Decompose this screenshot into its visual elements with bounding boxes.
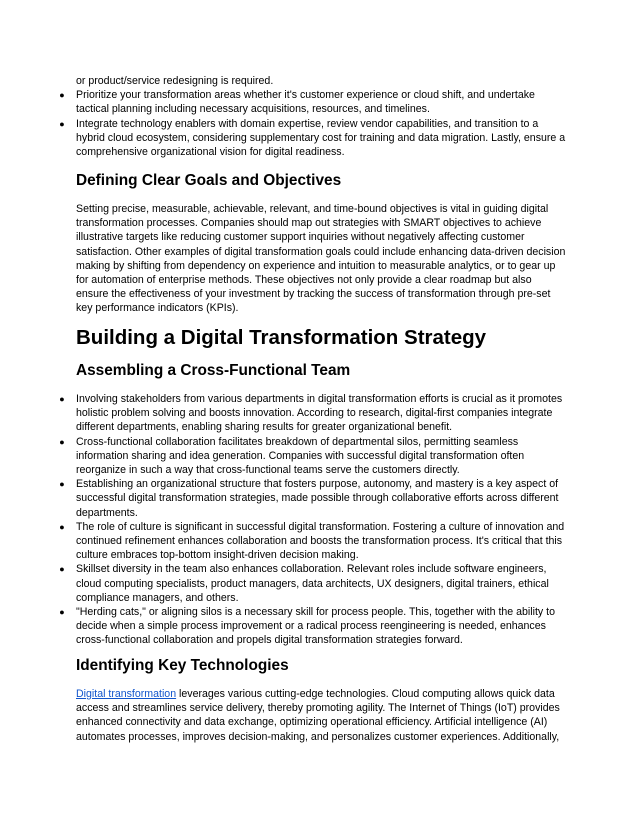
list-item [0, 605, 638, 648]
section-heading-goals: Defining Clear Goals and Objectives [76, 172, 342, 189]
intro-bullet-list [0, 88, 638, 159]
list-item [0, 520, 638, 563]
team-bullet-list [0, 392, 638, 648]
list-item-text: Skillset diversity in the team also enhances collaboration. Relevant roles include software engineers, cloud computing specialists, product managers, data architects, UX designers, digital trainers, ethical compliance managers, and others. [76, 563, 549, 604]
continued-text: or product/service redesigning is required. [76, 75, 274, 87]
list-item-text: Cross-functional collaboration facilitates breakdown of departmental silos, permitting seamless information sharing and idea generation. Companies with successful digital transformation often reorganize in such a way that cross-functional teams serve the customers directly. [76, 435, 525, 477]
bullet-icon: ● [59, 479, 65, 490]
bullet-icon: ● [59, 564, 65, 575]
list-item [0, 117, 638, 160]
list-item [0, 392, 638, 435]
bullet-icon: ● [59, 436, 65, 447]
bullet-icon: ● [59, 521, 65, 532]
tech-paragraph [0, 687, 638, 744]
main-heading: Building a Digital Transformation Strategy [76, 326, 487, 349]
list-item-text: Establishing an organizational structure that fosters purpose, autonomy, and mastery is a key aspect of successful digital transformation strategies, made possible through collaborative efforts across different departments. [76, 478, 559, 519]
bullet-icon: ● [59, 607, 65, 618]
tech-paragraph-text: leverages various cutting-edge technologies. Cloud computing allows quick data access and streamlines service delivery, thereby promoting agility. The Internet of Things (IoT) provides enhanced connectivity and data exchange, optimizing operational efficiency. Artificial intelligence (AI) automates processes, improves decision-making, and personalizes customer experiences. Additionally, [76, 688, 560, 743]
goals-paragraph: Setting precise, measurable, achievable, relevant, and time-bound objectives is vital in guiding digital transformation processes. Companies should map out strategies with SMART objectives to achieve illustrative targets like reducing customer support inquiries without negatively affecting customer satisfaction. Other examples of digital transformation goals could include enhancing data-driven decision making by shifting from dependency on experience and intuition to measurable analytics, or to gear up for automation of enterprise methods. These objectives not only provide a clear roadmap but also ensure the effectiveness of your investment by tracking the success of transformation through pre-set key performance indicators (KPIs). [76, 203, 566, 315]
list-item-text: The role of culture is significant in successful digital transformation. Fostering a culture of innovation and continued refinement enhances collaboration and boosts the transformation process. It's critical that this culture embraces top-bottom insight-driven decision making. [76, 520, 565, 562]
list-item [0, 88, 638, 116]
list-item [0, 477, 638, 520]
intro-block [0, 74, 638, 159]
digital-transformation-link[interactable]: Digital transformation [76, 688, 177, 700]
list-item-text: Prioritize your transformation areas whether it's customer experience or cloud shift, and undertake tactical planning including necessary acquisitions, resources, and timelines. [76, 89, 535, 116]
list-item [0, 435, 638, 478]
list-item-text: Integrate technology enablers with domain expertise, review vendor capabilities, and transition to a hybrid cloud ecosystem, considering supplementary cost for training and data migration. Lastly, ensure a comprehensive organizational vision for digital readiness. [76, 117, 566, 159]
bullet-icon: ● [59, 394, 65, 404]
section-heading-tech: Identifying Key Technologies [76, 657, 289, 674]
list-item-text: "Herding cats," or aligning silos is a necessary skill for process people. This, together with the ability to decide when a simple process improvement or a radical process reengineering is needed, enhances cross-functional collaboration and propels digital transformation strategies forward. [76, 606, 555, 647]
bullet-icon: ● [59, 118, 65, 129]
list-item [0, 562, 638, 605]
list-item-text: Involving stakeholders from various departments in digital transformation efforts is crucial as it promotes holistic problem solving and boosts innovation. According to research, digital-first companies integrate different departments, enabling sharing results for greater organizational benefit. [76, 393, 563, 434]
section-heading-team: Assembling a Cross-Functional Team [76, 362, 351, 379]
bullet-icon: ● [59, 90, 65, 101]
